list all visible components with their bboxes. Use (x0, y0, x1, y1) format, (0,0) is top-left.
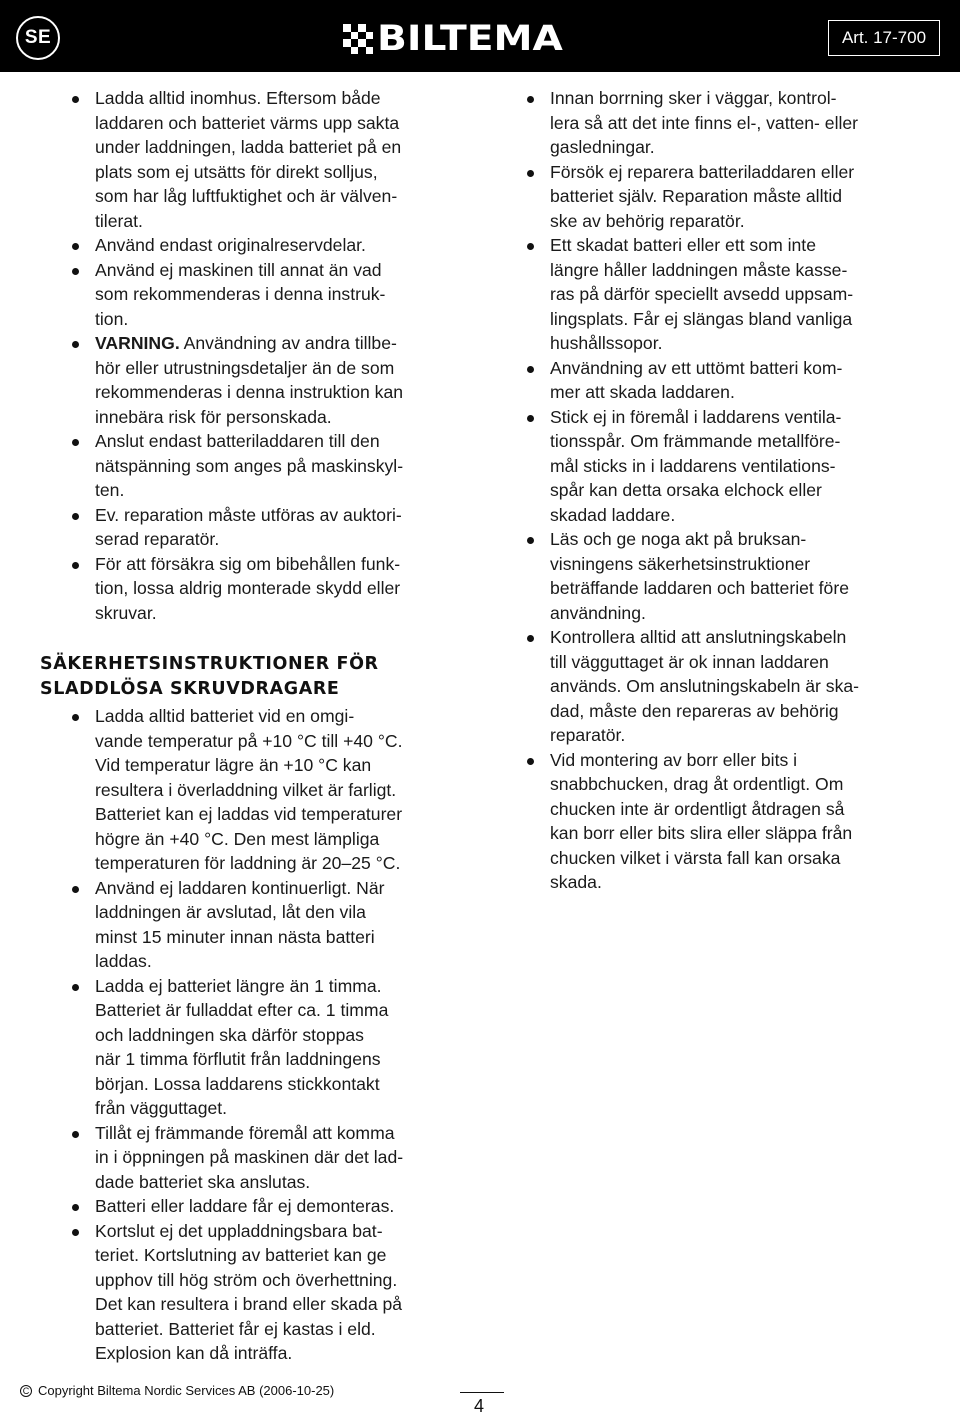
brand-name: BILTEMA (377, 19, 563, 59)
warning-text: Användning av andra tillbe- hör eller utrustningsdetaljer än de som rekommenderas i denna instruktion kan innebära risk för personskada. (95, 333, 404, 427)
list-item: För att försäkra sig om bibehållen funk- tion, lossa aldrig monterade skydd eller skruvar. (40, 552, 480, 626)
list-item: Försök ej reparera batteriladdaren eller batteriet själv. Reparation måste alltid ske av behörig reparatör. (523, 160, 933, 234)
section-heading: SÄKERHETSINSTRUKTIONER FÖR SLADDLÖSA SKRUVDRAGARE (40, 654, 379, 699)
list-item: Stick ej in föremål i laddarens ventila- tionsspår. Om främmande metallföre- mål sticks in i laddarens ventilations- spår kan detta orsaka elchock eller skadad laddare. (523, 405, 933, 528)
language-badge: SE (16, 16, 60, 60)
list-item: Anslut endast batteriladdaren till den nätspänning som anges på maskinskyl- ten. (40, 429, 480, 503)
additional-safety-list (523, 86, 933, 895)
warning-item (40, 331, 480, 429)
general-safety-list (40, 86, 480, 625)
list-item: Använd ej maskinen till annat än vad som rekommenderas i denna instruk- tion. (40, 258, 480, 332)
copyright-text: Copyright Biltema Nordic Services AB (2006-10-25) (38, 1383, 335, 1398)
list-item: Kontrollera alltid att anslutningskabeln till vägguttaget är ok innan laddaren används. Om anslutningskabeln är ska- dad, måste den repareras av behörig reparatör. (523, 625, 933, 748)
page-number: 4 (474, 1396, 485, 1416)
list-item: Läs och ge noga akt på bruksan- visningens säkerhetsinstruktioner beträffande laddaren och batteriet före användning. (523, 527, 933, 625)
list-item: Använd ej laddaren kontinuerligt. När laddningen är avslutad, låt den vila minst 15 minuter innan nästa batteri laddas. (40, 876, 480, 974)
list-item: Ladda alltid inomhus. Eftersom både laddaren och batteriet värms upp sakta under laddningen, ladda batteriet på en plats som ej utsätts för direkt solljus, som har låg luftfuktighet och är välven- tilerat. (40, 86, 480, 233)
list-item: Ladda alltid batteriet vid en omgi- vande temperatur på +10 °C till +40 °C. Vid temperatur lägre än +10 °C kan resultera i överladdning vilket är farligt. Batteriet kan ej laddas vid temperaturer högre än +40 °C. Den mest lämpliga temperaturen för laddning är 20–25 °C. (40, 704, 480, 876)
checkered-flag-icon (343, 24, 373, 54)
list-item: Användning av ett uttömt batteri kom- mer att skada laddaren. (523, 356, 933, 405)
list-item: Tillåt ej främmande föremål att komma in i öppningen på maskinen där det lad- dade batteriet ska anslutas. (40, 1121, 480, 1195)
copyright-icon: C (20, 1385, 32, 1397)
right-column (523, 86, 933, 895)
list-item: Ladda ej batteriet längre än 1 timma. Batteriet är fulladdat efter ca. 1 timma och laddningen ska därför stoppas när 1 timma förflutit från laddningens början. Lossa laddarens stickkontakt från vägguttaget. (40, 974, 480, 1121)
list-item: Batteri eller laddare får ej demonteras. (40, 1194, 480, 1219)
copyright-notice (20, 1383, 334, 1398)
list-item: Ett skadat batteri eller ett som inte längre håller laddningen måste kasse- ras på därför speciellt avsedd uppsam- lingsplats. Får ej slängas bland vanliga hushållssopor. (523, 233, 933, 356)
list-item: Vid montering av borr eller bits i snabbchucken, drag åt ordentligt. Om chucken inte är ordentligt åtdragen så kan borr eller bits slira eller släppa från chucken vilket i värsta fall kan orsaka skada. (523, 748, 933, 895)
page-number-rule (460, 1392, 504, 1393)
cordless-driver-safety-list (40, 704, 480, 1366)
list-item: Kortslut ej det uppladdningsbara bat- teriet. Kortslutning av batteriet kan ge upphov till hög ström och överhettning. Det kan resultera i brand eller skada på batteriet. Batteriet får ej kastas i eld. Explosion kan då inträffa. (40, 1219, 480, 1366)
article-number: Art. 17-700 (828, 20, 940, 56)
list-item: Ev. reparation måste utföras av auktori- serad reparatör. (40, 503, 480, 552)
list-item: Innan borrning sker i väggar, kontrol- lera så att det inte finns el-, vatten- eller gasledningar. (523, 86, 933, 160)
brand-logo (343, 19, 563, 59)
left-column (40, 86, 480, 1366)
header-bar (0, 0, 960, 72)
list-item: Använd endast originalreservdelar. (40, 233, 480, 258)
warning-label: VARNING. (95, 333, 180, 353)
